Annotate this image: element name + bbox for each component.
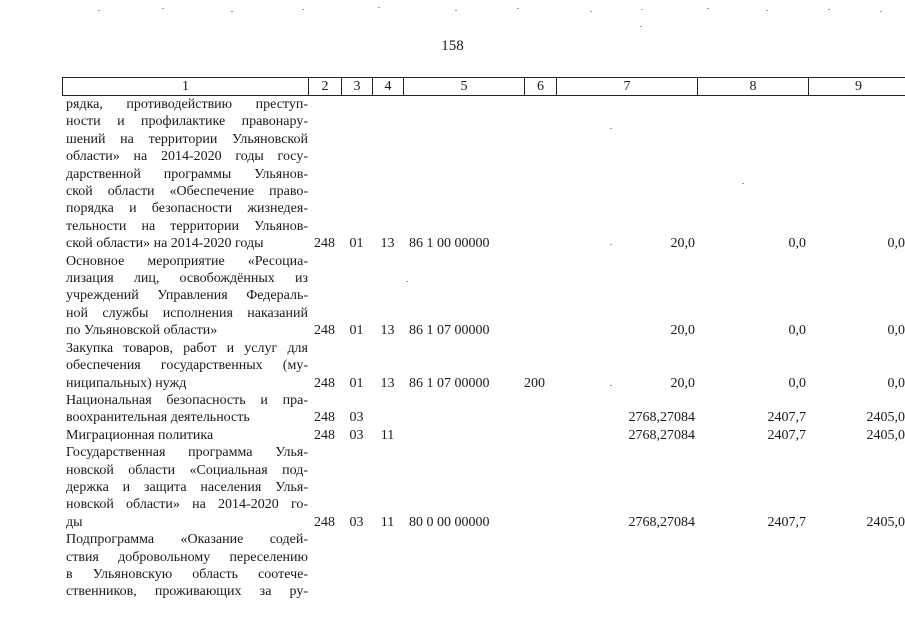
description-line: ной службы исполнения наказаний (66, 305, 308, 321)
header-col-9: 9 (855, 79, 862, 94)
header-col-1: 1 (63, 78, 309, 95)
description-line: Основное мероприятие «Ресоциа- (66, 253, 308, 269)
description-line: порядка и безопасности жизнедея- (66, 201, 308, 217)
table-row (62, 253, 905, 340)
description-line: ды (66, 514, 83, 530)
cell-col-3: 01 (349, 236, 364, 252)
cell-col-8: 2407,7 (767, 514, 806, 530)
row-description (62, 96, 308, 253)
header-col-4: 4 (373, 78, 404, 95)
scan-speck (231, 11, 233, 12)
description-line: ской области «Обеспечение право- (66, 184, 308, 200)
scan-speck (610, 128, 612, 129)
row-description (62, 427, 308, 444)
scan-speck (162, 8, 164, 9)
table-row (62, 340, 905, 392)
cell-col-3: 03 (349, 514, 364, 530)
cell-col-9: 0,0 (887, 375, 905, 391)
cell-col-2: 248 (314, 375, 335, 391)
scan-speck (742, 183, 744, 184)
cell-col-8: 0,0 (788, 375, 806, 391)
header-col-8: 8 (698, 78, 809, 95)
description-line: ности и профилактике правонару- (66, 114, 308, 130)
cell-col-7: 20,0 (670, 236, 695, 252)
table-row (62, 392, 905, 427)
description-line: воохранительная деятельность (66, 410, 250, 426)
description-line: учреждений Управления Федераль- (66, 288, 308, 304)
cell-col-7: 2768,27084 (628, 427, 695, 443)
cell-col-5: 86 1 00 00000 (409, 236, 490, 252)
description-line: дарственной программы Ульянов- (66, 166, 308, 182)
description-line: новской области «Социальная под- (66, 462, 308, 478)
scan-speck (302, 9, 304, 10)
scan-speck (610, 244, 612, 245)
cell-col-8: 2407,7 (767, 427, 806, 443)
scan-speck (455, 10, 457, 11)
description-line: рядка, противодействию преступ- (66, 97, 308, 112)
description-line: держка и защита населения Улья- (66, 479, 308, 495)
cell-col-4: 13 (380, 375, 395, 391)
scan-speck (828, 9, 830, 10)
cell-col-9: 0,0 (887, 236, 905, 252)
cell-col-5: 80 0 00 00000 (409, 514, 490, 530)
description-line: ствия добровольному переселению (66, 549, 308, 565)
scan-speck (641, 9, 643, 10)
scan-speck (766, 10, 768, 11)
description-line: по Ульяновской области» (66, 323, 218, 339)
scan-speck (610, 385, 612, 386)
cell-col-6: 200 (524, 375, 545, 391)
cell-col-8: 0,0 (788, 236, 806, 252)
cell-col-7: 2768,27084 (628, 514, 695, 530)
row-description (62, 340, 308, 392)
cell-col-2: 248 (314, 514, 335, 530)
cell-col-2: 248 (314, 427, 335, 443)
cell-col-9: 2405,0 (866, 410, 905, 426)
description-line: обеспечения государственных (му- (66, 358, 308, 374)
table-header (62, 77, 905, 96)
description-line: ниципальных) нужд (66, 375, 187, 391)
cell-col-4: 11 (380, 427, 395, 443)
cell-col-3: 03 (349, 410, 364, 426)
description-line: новской области» на 2014-2020 го- (66, 497, 308, 513)
scan-speck (640, 26, 642, 27)
scan-speck (517, 8, 519, 9)
header-col-2: 2 (309, 78, 342, 95)
cell-col-3: 03 (349, 427, 364, 443)
scan-speck (880, 11, 882, 12)
cell-col-4: 13 (380, 236, 395, 252)
cell-col-4: 13 (380, 323, 395, 339)
description-line: тельности на территории Ульянов- (66, 218, 308, 234)
cell-col-3: 01 (349, 323, 364, 339)
description-line: в Ульяновскую область соотече- (66, 566, 308, 582)
description-line: Национальная безопасность и пра- (66, 392, 308, 408)
cell-col-9: 2405,0 (866, 427, 905, 443)
cell-col-2: 248 (314, 323, 335, 339)
cell-col-4: 11 (380, 514, 395, 530)
description-line: Подпрограмма «Оказание содей- (66, 532, 308, 548)
description-line: Миграционная политика (66, 427, 214, 443)
cell-col-8: 2407,7 (767, 410, 806, 426)
scan-speck (590, 11, 592, 12)
cell-col-5: 86 1 07 00000 (409, 375, 490, 391)
table-row (62, 96, 905, 253)
description-line: ской области» на 2014-2020 годы (66, 236, 264, 252)
description-line: лизация лиц, освобождённых из (66, 271, 308, 287)
row-description (62, 253, 308, 340)
table-row (62, 427, 905, 444)
description-line: Закупка товаров, работ и услуг для (66, 340, 308, 356)
cell-col-3: 01 (349, 375, 364, 391)
cell-col-9: 2405,0 (866, 514, 905, 530)
header-col-3: 3 (342, 78, 373, 95)
cell-col-7: 2768,27084 (628, 410, 695, 426)
row-description (62, 392, 308, 427)
description-line: ственников, проживающих за ру- (66, 584, 308, 600)
row-description (62, 444, 308, 531)
cell-col-2: 248 (314, 236, 335, 252)
table-body (62, 96, 905, 601)
cell-col-7: 20,0 (670, 375, 695, 391)
cell-col-5: 86 1 07 00000 (409, 323, 490, 339)
description-line: Государственная программа Улья- (66, 445, 308, 461)
header-col-6: 6 (525, 78, 557, 95)
row-description (62, 531, 308, 601)
description-line: области» на 2014-2020 годы госу- (66, 149, 308, 165)
table-row (62, 531, 905, 601)
cell-col-9: 0,0 (887, 323, 905, 339)
header-col-5: 5 (404, 78, 525, 95)
table-row (62, 444, 905, 531)
page-number: 158 (441, 38, 464, 54)
scan-speck (378, 7, 380, 8)
cell-col-7: 20,0 (670, 323, 695, 339)
scan-speck (406, 281, 408, 282)
cell-col-8: 0,0 (788, 323, 806, 339)
scan-speck (707, 8, 709, 9)
scan-speck (98, 10, 100, 11)
cell-col-2: 248 (314, 410, 335, 426)
description-line: шений на территории Ульяновской (66, 131, 308, 147)
header-col-7: 7 (557, 78, 698, 95)
